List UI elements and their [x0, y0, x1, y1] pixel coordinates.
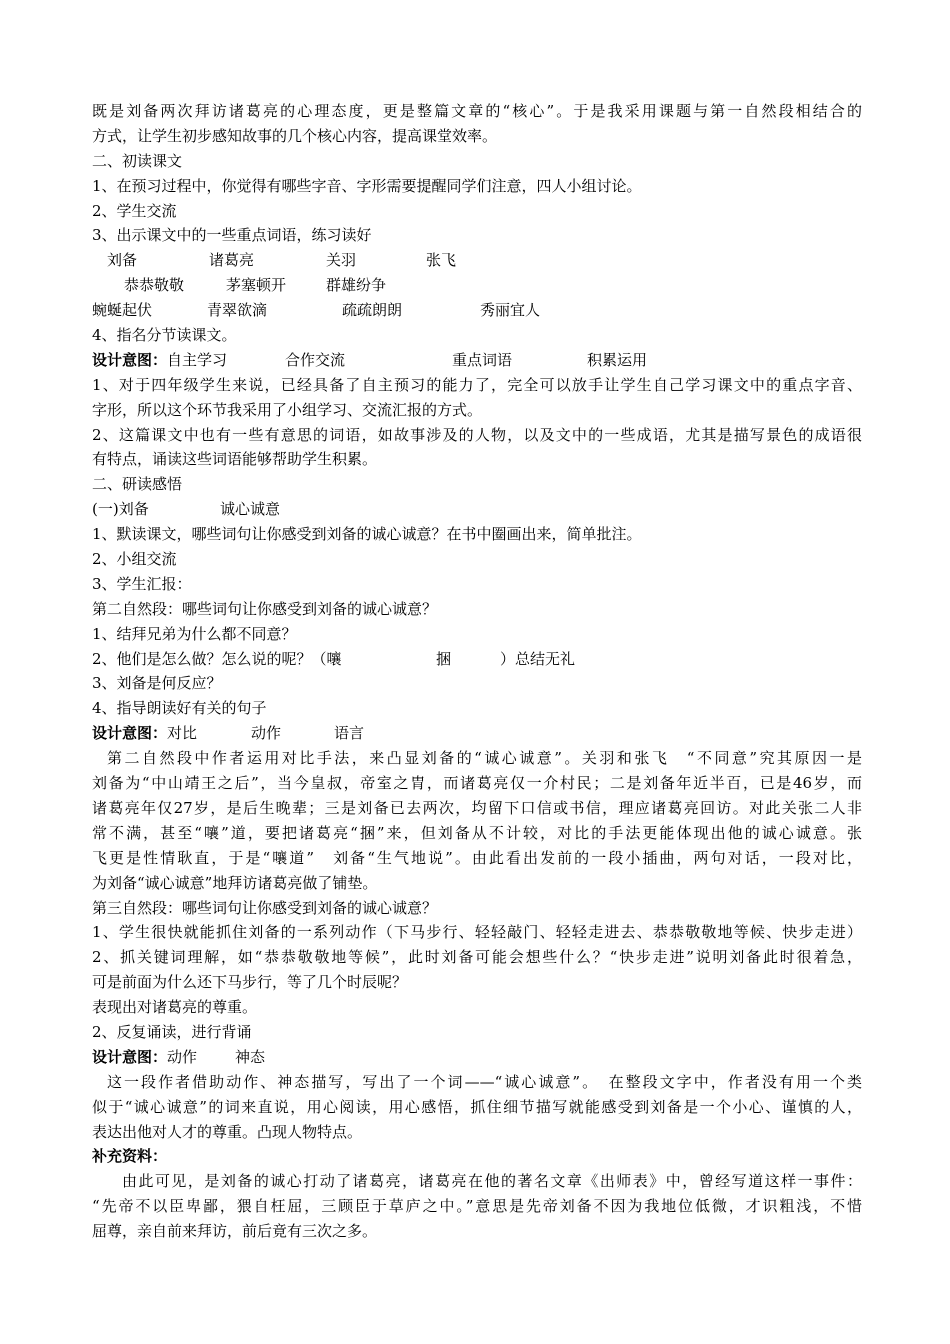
list-item: 3、学生汇报：: [92, 574, 192, 593]
design-intent-item: 对比: [167, 724, 198, 743]
design-intent-line: [92, 1045, 862, 1070]
design-intent-label: 设计意图：: [92, 1047, 168, 1066]
design-intent-item: 动作: [251, 724, 282, 743]
paragraph-line: 由此可见，是刘备的诚心打动了诸葛亮，诸葛亮在他的著名文章《出师表》中，曾经写道这样一事件：: [122, 1172, 862, 1191]
list-item-text: ）总结无礼: [500, 649, 576, 668]
paragraph-line: 刘备为“中山靖王之后”，当今皇叔，帝室之胄，而诸葛亮仅一介村民；二是刘备年近半百，已是46岁，而: [92, 774, 862, 793]
word: 恭恭敬敬: [124, 276, 185, 295]
paragraph-line: 似于“诚心诚意”的词来直说，用心阅读，用心感悟，抓住细节描写就能感受到刘备是一个小心、谨慎的人，: [92, 1097, 862, 1116]
supplement-heading: 补充资料：: [92, 1147, 168, 1166]
paragraph-line: 第三自然段：哪些词句让你感受到刘备的诚心诚意？: [92, 898, 438, 917]
paragraph-line: 表达出他对人才的尊重。凸现人物特点。: [92, 1122, 363, 1141]
paragraph-line: 字形，所以这个环节我采用了小组学习、交流汇报的方式。: [92, 400, 483, 419]
list-item: 1、在预习过程中，你觉得有哪些字音、字形需要提醒同学们注意，四人小组讨论。: [92, 176, 642, 195]
paragraph-line: 有特点，诵读这些词语能够帮助学生积累。: [92, 450, 378, 469]
paragraph-line: 表现出对诸葛亮的尊重。: [92, 998, 258, 1017]
word: 诸葛亮: [209, 251, 255, 270]
word: 青翠欲滴: [207, 301, 268, 320]
word-row: [92, 273, 862, 298]
subsection-topic: 诚心诚意: [220, 500, 281, 519]
paragraph-line: 第二自然段：哪些词句让你感受到刘备的诚心诚意？: [92, 599, 438, 618]
document-body: [92, 99, 862, 1244]
word: 茅塞顿开: [226, 276, 287, 295]
section-heading: 二、研读感悟: [92, 475, 183, 494]
paragraph-line: 可是前面为什么还下马步行，等了几个时辰呢？: [92, 973, 408, 992]
word-row: [92, 298, 862, 323]
design-intent-label: 设计意图：: [92, 724, 168, 743]
word: 张飞: [426, 251, 457, 270]
design-intent-item: 语言: [334, 724, 365, 743]
design-intent-line: [92, 721, 862, 746]
list-item: 1、结拜兄弟为什么都不同意？: [92, 624, 297, 643]
section-heading: 二、初读课文: [92, 151, 183, 170]
word: 刘备: [107, 251, 138, 270]
list-item: 3、刘备是何反应？: [92, 674, 222, 693]
paragraph-line: 既是刘备两次拜访诸葛亮的心理态度，更是整篇文章的“核心”。于是我采用课题与第一自然段相结合的: [92, 102, 862, 120]
design-intent-line: [92, 348, 862, 373]
word: 关羽: [326, 251, 357, 270]
subsection-heading: [92, 497, 862, 522]
list-item: 3、出示课文中的一些重点词语，练习读好: [92, 226, 372, 245]
list-item: 4、指名分节读课文。: [92, 326, 237, 345]
word-row: [92, 248, 862, 273]
list-item: 2、小组交流: [92, 550, 177, 569]
paragraph-line: 常不满，甚至“嚷”道，要把诸葛亮“捆”来，但刘备从不计较，对比的手法更能体现出他的诚心诚意。张: [92, 823, 862, 842]
design-intent-item: 积累运用: [587, 350, 648, 369]
paragraph-line: 这一段作者借助动作、神态描写，写出了一个词——“诚心诚意”。 在整段文字中，作者没有用一个类: [107, 1072, 862, 1091]
list-item: 1、默读课文，哪些词句让你感受到刘备的诚心诚意？在书中圈画出来，简单批注。: [92, 525, 642, 544]
list-item: 1、学生很快就能抓住刘备的一系列动作（下马步行、轻轻敲门、轻轻走进去、恭恭敬敬地等候、快步走进）: [92, 923, 862, 942]
design-intent-item: 合作交流: [285, 350, 346, 369]
design-intent-item: 自主学习: [167, 350, 228, 369]
paragraph-line: 为刘备“诚心诚意”地拜访诸葛亮做了铺垫。: [92, 873, 378, 892]
paragraph-line: 飞更是性情耿直，于是“嚷道” 刘备“生气地说”。由此看出发前的一段小插曲，两句对话，一段对比，: [92, 848, 862, 867]
paragraph-line: 第二自然段中作者运用对比手法，来凸显刘备的“诚心诚意”。关羽和张飞 “不同意”究其原因一是: [107, 749, 862, 768]
list-item: 2、学生交流: [92, 201, 177, 220]
list-item: 2、抓关键词理解，如“恭恭敬敬地等候”，此时刘备可能会想些什么？“快步走进”说明刘备此时很着急，: [92, 948, 862, 967]
paragraph-line: 屈尊，亲自前来拜访，前后竟有三次之多。: [92, 1222, 378, 1241]
list-item-text: 2、他们是怎么做？怎么说的呢？（嚷: [92, 649, 342, 668]
paragraph-line: 1、对于四年级学生来说，已经具备了自主预习的能力了，完全可以放手让学生自己学习课文中的重点字音、: [92, 375, 862, 394]
design-intent-item: 重点词语: [452, 350, 513, 369]
design-intent-item: 动作: [167, 1047, 198, 1066]
word: 秀丽宜人: [480, 301, 541, 320]
subsection-label: (一)刘备: [92, 500, 149, 519]
paragraph-line: 2、这篇课文中也有一些有意思的词语，如故事涉及的人物，以及文中的一些成语，尤其是描写景色的成语很: [92, 425, 862, 444]
list-item: [92, 647, 862, 672]
keyword: 捆: [436, 649, 452, 668]
word: 群雄纷争: [326, 276, 387, 295]
list-item: 2、反复诵读，进行背诵: [92, 1022, 252, 1041]
paragraph-line: “先帝不以臣卑鄙，猥自枉屈，三顾臣于草庐之中。”意思是先帝刘备不因为我地位低微，才识粗浅，不惜: [92, 1197, 862, 1216]
paragraph-line: 方式，让学生初步感知故事的几个核心内容，提高课堂效率。: [92, 126, 498, 145]
word: 蜿蜒起伏: [92, 301, 153, 320]
list-item: 4、指导朗读好有关的句子: [92, 699, 267, 718]
design-intent-item: 神态: [235, 1047, 266, 1066]
design-intent-label: 设计意图：: [92, 350, 168, 369]
paragraph-line: 诸葛亮年仅27岁，是后生晚辈；三是刘备已去两次，均留下口信或书信，理应诸葛亮回访。对此关张二人非: [92, 798, 862, 817]
word: 疏疏朗朗: [342, 301, 403, 320]
